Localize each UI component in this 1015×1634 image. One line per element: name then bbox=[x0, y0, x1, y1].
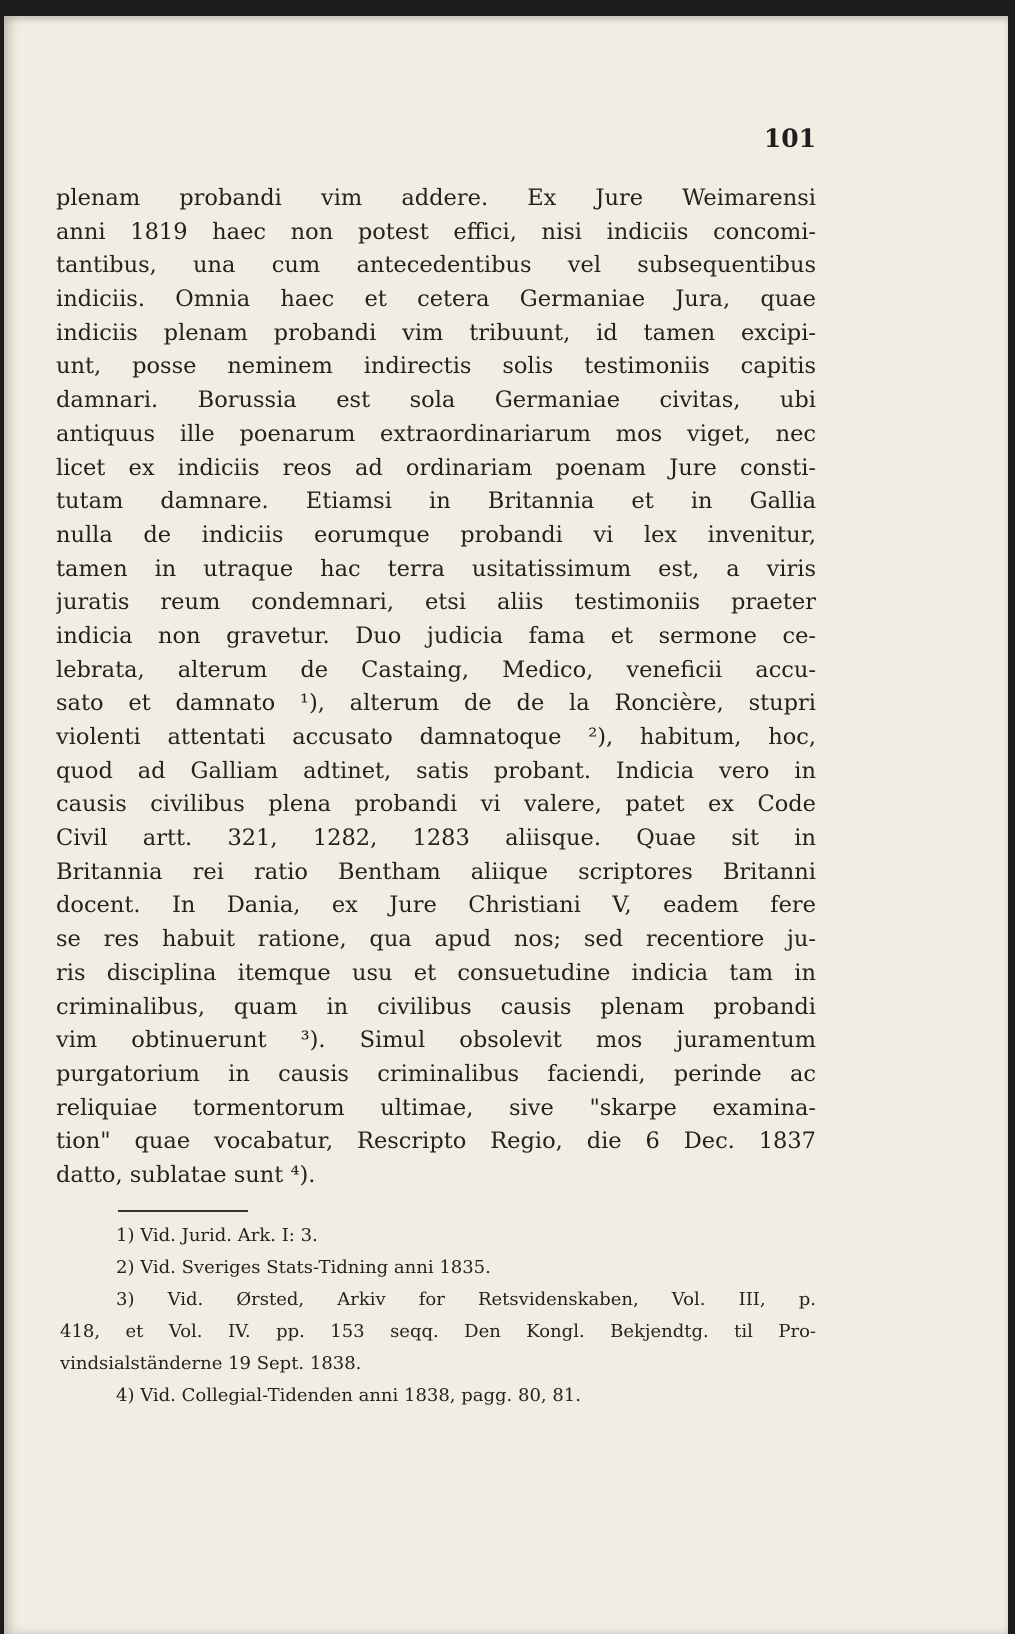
text-line: juratis reum condemnari, etsi aliis testimoniis praeter bbox=[56, 589, 816, 616]
body-text bbox=[56, 182, 816, 1193]
footnote: 1) Vid. Jurid. Ark. I: 3. bbox=[116, 1225, 318, 1246]
text-line: nulla de indiciis eorumque probandi vi lex invenitur, bbox=[56, 521, 816, 548]
footnote-divider bbox=[118, 1210, 248, 1212]
text-line: unt, posse neminem indirectis solis testimoniis capitis bbox=[56, 353, 816, 380]
text-line: indiciis. Omnia haec et cetera Germaniae Jura, quae bbox=[56, 286, 816, 313]
page-number: 101 bbox=[763, 124, 816, 153]
text-line: plenam probandi vim addere. Ex Jure Weimarensi bbox=[56, 185, 816, 211]
footnote: 2) Vid. Sveriges Stats-Tidning anni 1835. bbox=[116, 1257, 491, 1278]
footnote: 4) Vid. Collegial-Tidenden anni 1838, pagg. 80, 81. bbox=[116, 1385, 581, 1406]
text-line: causis civilibus plena probandi vi valere, patet ex Code bbox=[56, 791, 816, 818]
text-line: tutam damnare. Etiamsi in Britannia et in Gallia bbox=[56, 488, 816, 515]
text-line: vim obtinuerunt ³). Simul obsolevit mos juramentum bbox=[56, 1027, 816, 1054]
text-line: Britannia rei ratio Bentham aliique scriptores Britanni bbox=[56, 858, 816, 885]
text-line: purgatorium in causis criminalibus faciendi, perinde ac bbox=[56, 1060, 816, 1087]
text-line: Civil artt. 321, 1282, 1283 aliisque. Quae sit in bbox=[56, 825, 816, 852]
text-line: ris disciplina itemque usu et consuetudine indicia tam in bbox=[56, 959, 816, 986]
text-line: damnari. Borussia est sola Germaniae civitas, ubi bbox=[56, 387, 816, 414]
footnote: 3) Vid. Ørsted, Arkiv for Retsvidenskaben, Vol. III, p. bbox=[116, 1289, 816, 1310]
text-line: anni 1819 haec non potest effici, nisi indiciis concomi- bbox=[56, 218, 816, 245]
text-line: tantibus, una cum antecedentibus vel subsequentibus bbox=[56, 252, 816, 279]
footnotes bbox=[60, 1220, 816, 1412]
footnote-continuation: vindsialständerne 19 Sept. 1838. bbox=[60, 1353, 362, 1374]
text-line: violenti attentati accusato damnatoque ²), habitum, hoc, bbox=[56, 724, 816, 750]
text-line: tion" quae vocabatur, Rescripto Regio, die 6 Dec. 1837 bbox=[56, 1128, 816, 1155]
text-line: datto, sublatae sunt ⁴). bbox=[56, 1161, 316, 1188]
text-line: docent. In Dania, ex Jure Christiani V, eadem fere bbox=[56, 892, 816, 919]
text-line: quod ad Galliam adtinet, satis probant. Indicia vero in bbox=[56, 757, 816, 784]
text-line: indiciis plenam probandi vim tribuunt, id tamen excipi- bbox=[56, 319, 816, 346]
text-line: indicia non gravetur. Duo judicia fama et sermone ce- bbox=[56, 622, 816, 649]
footnote-continuation: 418, et Vol. IV. pp. 153 seqq. Den Kongl. Bekjendtg. til Pro- bbox=[60, 1321, 816, 1342]
text-line: lebrata, alterum de Castaing, Medico, veneficii accu- bbox=[56, 656, 816, 683]
text-line: sato et damnato ¹), alterum de de la Roncière, stupri bbox=[56, 690, 816, 717]
text-line: criminalibus, quam in civilibus causis plenam probandi bbox=[56, 993, 816, 1020]
text-line: licet ex indiciis reos ad ordinariam poenam Jure consti- bbox=[56, 454, 816, 481]
text-line: reliquiae tormentorum ultimae, sive "skarpe examina- bbox=[56, 1094, 816, 1121]
text-line: antiquus ille poenarum extraordinariarum mos viget, nec bbox=[56, 420, 816, 447]
text-line: se res habuit ratione, qua apud nos; sed recentiore ju- bbox=[56, 926, 816, 953]
text-line: tamen in utraque hac terra usitatissimum est, a viris bbox=[56, 555, 816, 582]
